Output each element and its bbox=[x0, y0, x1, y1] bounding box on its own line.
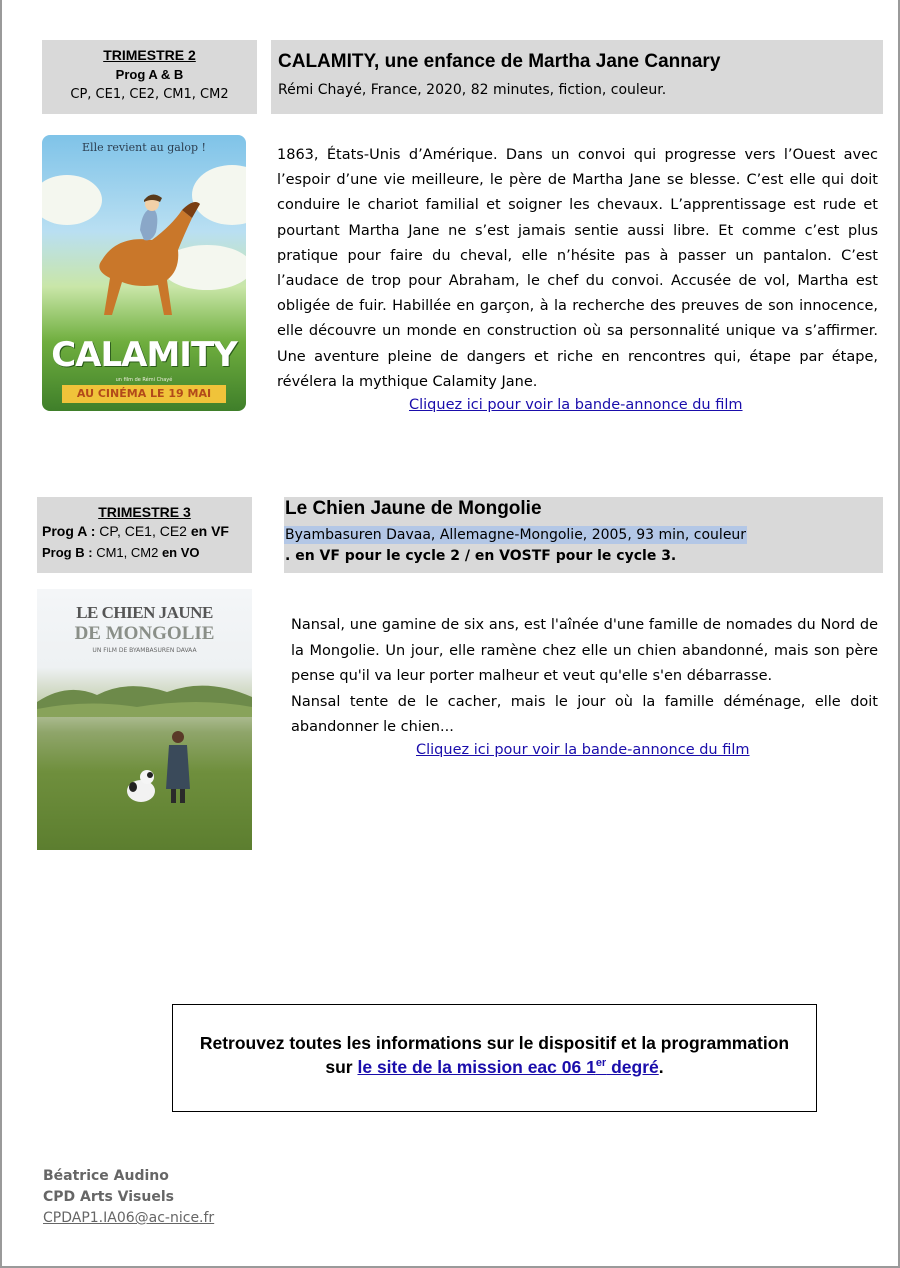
mission-eac-link-suffix: degré bbox=[606, 1057, 659, 1077]
mission-eac-link-text: le site de la mission eac 06 1 bbox=[357, 1057, 596, 1077]
film2-title-box bbox=[284, 497, 883, 573]
progB-levels: CM1, CM2 bbox=[96, 545, 159, 560]
film1-title: CALAMITY, une enfance de Martha Jane Cannary bbox=[278, 51, 721, 72]
mission-eac-link[interactable] bbox=[357, 1057, 658, 1077]
film2-synopsis bbox=[291, 613, 878, 741]
trimester3-progA bbox=[42, 523, 252, 539]
info-line2-end: . bbox=[658, 1057, 664, 1077]
progA-levels: CP, CE1, CE2 bbox=[99, 523, 187, 539]
film2-trailer-link[interactable]: Cliquez ici pour voir la bande-annonce du film bbox=[416, 742, 750, 758]
progA-lang: en VF bbox=[190, 523, 229, 539]
info-line2 bbox=[173, 1057, 816, 1078]
poster2-logo-line1: LE CHIEN JAUNE bbox=[76, 603, 213, 622]
progB-label: Prog B : bbox=[42, 545, 93, 560]
poster2-credit: UN FILM DE BYAMBASUREN DAVAA bbox=[92, 647, 197, 654]
poster2-dog bbox=[123, 769, 159, 803]
poster1-horse-illustration bbox=[82, 190, 202, 320]
film2-title: Le Chien Jaune de Mongolie bbox=[285, 498, 542, 519]
info-line1: Retrouvez toutes les informations sur le dispositif et la programmation bbox=[199, 1033, 790, 1053]
info-box bbox=[172, 1004, 817, 1112]
progA-label: Prog A : bbox=[42, 523, 96, 539]
info-line2-prefix: sur bbox=[325, 1057, 353, 1077]
trimester3-box bbox=[37, 497, 252, 573]
trimester2-levels: CP, CE1, CE2, CM1, CM2 bbox=[70, 87, 229, 102]
poster2-logo-line2: DE MONGOLIE bbox=[74, 623, 215, 644]
progB-lang: en VO bbox=[161, 545, 200, 560]
film2-version-note: . en VF pour le cycle 2 / en VOSTF pour le cycle 3. bbox=[285, 548, 677, 564]
film2-poster bbox=[37, 589, 252, 850]
film1-trailer-link[interactable]: Cliquez ici pour voir la bande-annonce du film bbox=[409, 397, 743, 413]
film2-synopsis-p1: Nansal, une gamine de six ans, est l'aînée d'une famille de nomades du Nord de la Mongolie. Un jour, elle ramène chez elle un chien abandonné, mais son père pense qu'il va leur porter malheur et veut qu'elle s'en débarrasse. bbox=[291, 617, 878, 684]
poster1-tagline: Elle revient au galop ! bbox=[82, 141, 206, 154]
poster1-release-date: AU CINÉMA LE 19 MAI bbox=[62, 385, 226, 403]
film1-title-box bbox=[271, 40, 883, 114]
trimester2-prog: Prog A & B bbox=[115, 67, 184, 82]
signature bbox=[43, 1166, 214, 1229]
film1-synopsis: 1863, États-Unis d’Amérique. Dans un convoi qui progresse vers l’Ouest avec l’espoir d’une vie meilleure, le père de Martha Jane se blesse. C’est elle qui doit conduire le chariot familial et soigner les chevaux. L’apprentissage est rude et pourtant Martha Jane ne s’est jamais sentie aussi libre. Et comme c’est plus pratique pour faire du cheval, elle n’hésite pas à passer un pantalon. C’est l’audace de trop pour Abraham, le chef du convoi. Accusée de vol, Martha est obligée de fuir. Habillée en garçon, à la recherche des preuves de son innocence, elle découvre un monde en construction où sa personnalité unique va s’affirmer. Une aventure pleine de dangers et riche en rencontres qui, étape par étape, révélera la mythique Calamity Jane. bbox=[277, 147, 878, 390]
page-edge-left bbox=[0, 0, 2, 1268]
poster2-hills bbox=[37, 677, 252, 717]
signature-name: Béatrice Audino bbox=[43, 1168, 169, 1184]
film2-synopsis-p2: Nansal tente de le cacher, mais le jour où la famille déménage, elle doit abandonner le chien... bbox=[291, 693, 878, 735]
poster2-child bbox=[163, 729, 193, 804]
mission-eac-link-sup: er bbox=[595, 1057, 607, 1070]
trimester3-label: TRIMESTRE 3 bbox=[98, 504, 191, 520]
film2-subtitle: Byambasuren Davaa, Allemagne-Mongolie, 2005, 93 min, couleur bbox=[285, 527, 747, 543]
film1-subtitle: Rémi Chayé, France, 2020, 82 minutes, fiction, couleur. bbox=[278, 82, 667, 98]
trimester2-label: TRIMESTRE 2 bbox=[103, 47, 196, 63]
trimester2-box bbox=[42, 40, 257, 114]
film1-poster bbox=[42, 135, 246, 411]
signature-email[interactable]: CPDAP1.IA06@ac-nice.fr bbox=[43, 1210, 215, 1226]
poster1-credit: un film de Rémi Chayé bbox=[115, 377, 173, 383]
trimester3-progB bbox=[42, 545, 252, 560]
signature-role: CPD Arts Visuels bbox=[43, 1189, 174, 1205]
poster1-logo: CALAMITY bbox=[51, 335, 237, 375]
